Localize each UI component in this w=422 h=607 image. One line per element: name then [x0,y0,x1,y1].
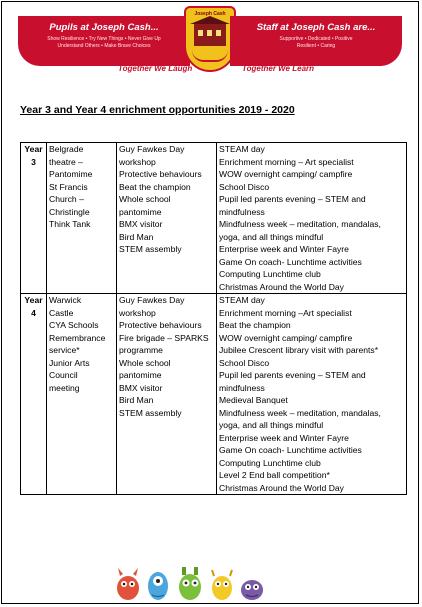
cell-line: BMX visitor [119,219,163,229]
cell-line: STEM assembly [119,407,182,418]
enrichment-table [20,142,407,495]
staff-heading: Staff at Joseph Cash are... [256,22,376,33]
cell-line: Warwick [49,295,82,305]
cell-line: yoga, and all things mindful [219,420,324,430]
events-cell [217,294,407,495]
cell-line: Level 2 End ball competition* [219,470,330,480]
table-row [21,143,407,294]
workshops-cell [117,294,217,495]
cell-line: Pupil led parents evening – STEM and [219,194,366,204]
cell-line: Jubilee Crescent library visit with parents* [219,345,379,355]
trips-cell [47,143,117,294]
cell-line: workshop [119,156,156,167]
cell-line: Christmas Around the World Day [219,482,344,493]
trips-cell [47,294,117,495]
cell-line: workshop [119,307,156,318]
cell-line: Enrichment morning –Art specialist [219,307,352,318]
pupils-ribbon [18,16,190,66]
year-number: 4 [31,307,36,318]
cell-line: Christingle [49,206,90,217]
cell-line: Protective behaviours [119,320,202,330]
cell-line: pantomime [119,206,162,217]
cell-line: CYA Schools [49,320,99,330]
cell-line: Enterprise week and Winter Fayre [219,244,349,254]
monster-mascots [112,562,272,602]
cell-line: Beat the champion [119,181,191,192]
cell-line: BMX visitor [119,382,163,393]
cell-line: pantomime [119,370,162,380]
staff-ribbon [230,16,402,66]
cell-line: Pupil led parents evening – STEM and [219,370,366,380]
cell-line: theatre – [49,156,83,167]
cell-line: Game On coach- Lunchtime activities [219,256,362,267]
workshops-cell [117,143,217,294]
cell-line: Game On coach- Lunchtime activities [219,445,362,455]
cell-line: STEAM day [219,144,265,154]
cell-line: Computing Lunchtime club [219,457,321,468]
cell-line: School Disco [219,181,270,192]
year-cell [21,294,47,495]
year-cell [21,143,47,294]
monster-yellow-icon [212,570,232,600]
cell-line: WOW overnight camping/ campfire [219,169,353,179]
page-title: Year 3 and Year 4 enrichment opportunities 2019 - 2020 [20,104,295,116]
cell-line: Castle [49,307,74,318]
year-label: Year [24,144,43,154]
cell-line: Belgrade [49,144,84,154]
cell-line: service* [49,345,80,355]
cell-line: Mindfulness week – meditation, mandalas, [219,219,381,229]
cell-line: Guy Fawkes Day [119,144,185,154]
cell-line: Mindfulness week – meditation, mandalas, [219,407,381,418]
cell-line: programme [119,345,163,355]
monster-red-icon [117,568,139,600]
cell-line: Beat the champion [219,320,291,330]
year-label: Year [24,295,43,305]
pupils-heading: Pupils at Joseph Cash... [49,22,159,33]
cell-line: Church – [49,194,84,204]
school-building-icon [194,24,226,46]
cell-line: Guy Fawkes Day [119,295,185,305]
cell-line: School Disco [219,357,270,368]
cell-line: meeting [49,382,80,393]
cell-line: Computing Lunchtime club [219,269,321,279]
year-number: 3 [31,156,36,167]
cell-line: Bird Man [119,395,154,405]
cell-line: STEM assembly [119,244,182,254]
cell-line: Whole school [119,357,171,368]
crest-school-name: Joseph Cash [194,11,226,17]
cell-line: Enterprise week and Winter Fayre [219,432,349,443]
events-cell [217,143,407,294]
monster-green-icon [179,567,201,600]
school-crest-icon [184,6,236,72]
table-row [21,294,407,495]
slogan-learn: Together We Learn [242,64,315,73]
staff-values: Supportive • Dedicated • Positive Resilient • Caring [279,36,353,49]
cell-line: yoga, and all things mindful [219,231,324,242]
cell-line: Enrichment morning – Art specialist [219,156,354,167]
cell-line: mindfulness [219,206,265,217]
monster-blue-icon [148,572,168,600]
cell-line: Remembrance [49,332,106,343]
cell-line: Pantomime [49,169,93,179]
cell-line: St Francis [49,181,88,192]
cell-line: WOW overnight camping/ campfire [219,332,353,343]
cell-line: Whole school [119,194,171,204]
cell-line: mindfulness [219,382,265,393]
slogan-laugh: Together We Laugh [118,64,193,73]
cell-line: Bird Man [119,231,154,242]
cell-line: Fire brigade – SPARKS [119,332,209,343]
pupils-values: Show Resilience • Try New Things • Never Give Up Understand Others • Make Brave Choices [47,36,161,49]
cell-line: Council [49,370,78,380]
school-banner [18,6,402,76]
cell-line: Junior Arts [49,357,90,368]
cell-line: Protective behaviours [119,169,202,179]
cell-line: Christmas Around the World Day [219,281,344,292]
cell-line: STEAM day [219,295,265,305]
cell-line: Medieval Banquet [219,395,288,405]
cell-line: Think Tank [49,219,91,229]
monster-purple-icon [241,580,263,600]
